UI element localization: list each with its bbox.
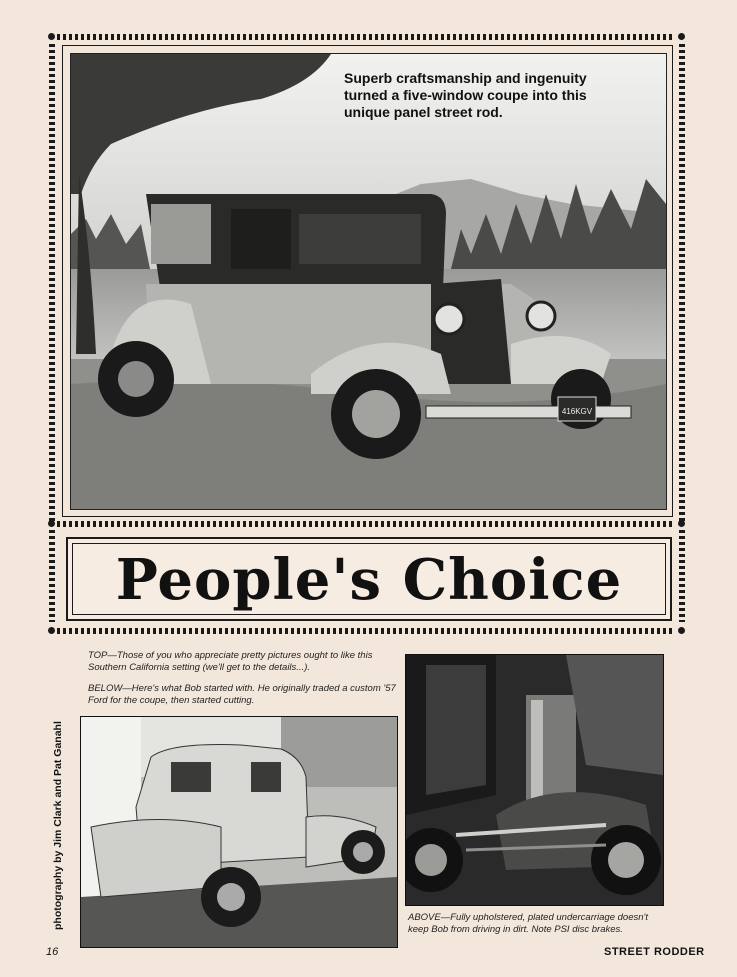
frame-dot <box>48 627 55 634</box>
panel-street-rod-photo <box>71 54 666 509</box>
title-banner <box>66 537 672 621</box>
frame-left-line <box>49 44 55 522</box>
magazine-name: STREET RODDER <box>604 946 705 958</box>
original-coupe-photo <box>80 716 398 948</box>
frame-dot <box>678 627 685 634</box>
article-title: People's Choice <box>115 547 623 613</box>
undercarriage-photo <box>405 654 664 906</box>
photo-credit: photography by Jim Clark and Pat Ganahl <box>52 721 64 930</box>
hero-caption: Superb craftsmanship and ingenuity turned a five-window coupe into this unique panel street rod. <box>344 70 587 120</box>
undercarriage-image <box>406 655 663 905</box>
coupe-photo-image <box>81 717 397 947</box>
title-left-line <box>49 530 55 622</box>
frame-top-line <box>57 34 675 40</box>
license-plate: 416KGV <box>561 407 593 416</box>
frame-right-line <box>679 44 685 522</box>
frame-dot <box>48 520 55 527</box>
frame-dot <box>678 33 685 40</box>
title-right-line <box>679 530 685 622</box>
caption-above: ABOVE—Fully upholstered, plated undercarriage doesn't keep Bob from driving in dirt. Note PSI disc brakes. <box>408 912 648 935</box>
hero-photo <box>70 53 667 510</box>
caption-top: TOP—Those of you who appreciate pretty pictures ought to like this Southern California setting (we'll get to the details...). <box>88 650 373 673</box>
frame-dot <box>48 33 55 40</box>
frame-mid-line <box>57 521 675 527</box>
caption-below: BELOW—Here's what Bob started with. He originally traded a custom '57 Ford for the coupe, then started cutting. <box>88 683 396 706</box>
frame-bottom-line <box>57 628 675 634</box>
frame-dot <box>678 520 685 527</box>
page-number: 16 <box>46 946 59 958</box>
